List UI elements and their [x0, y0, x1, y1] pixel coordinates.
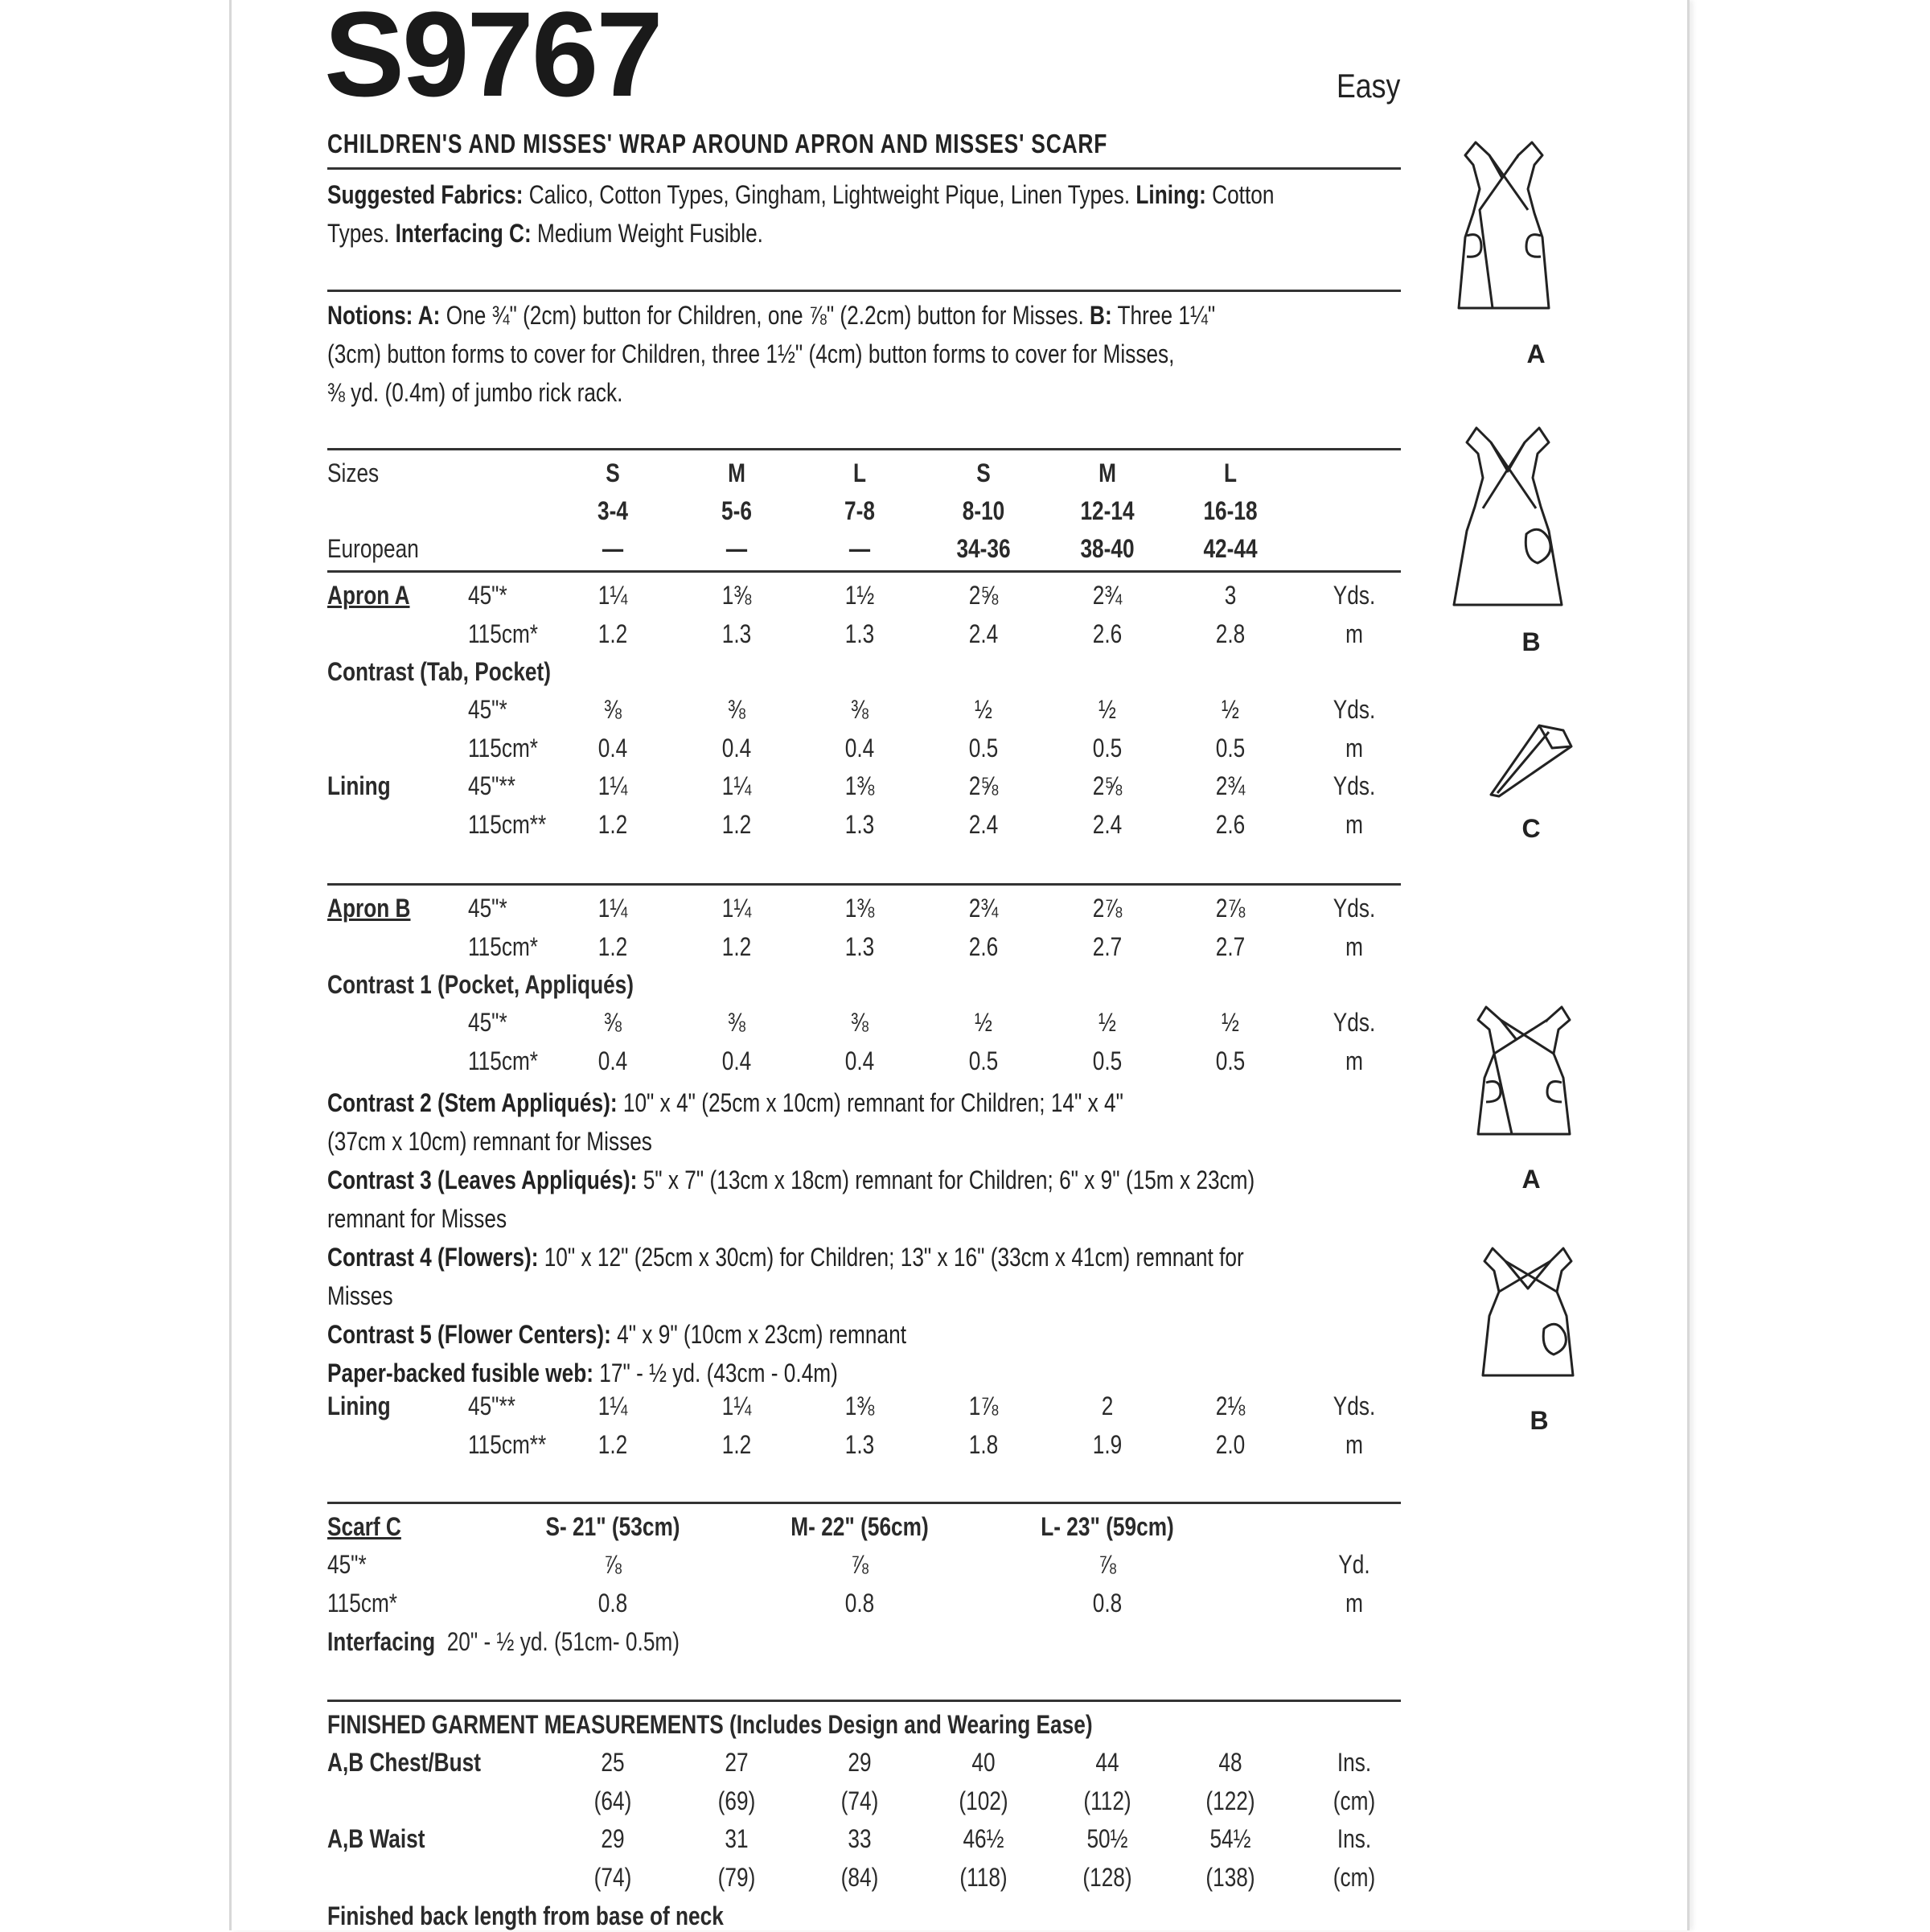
yardage-value: ⅜: [728, 1008, 745, 1037]
notions-b-label: B:: [1090, 301, 1112, 330]
scarf-size: M- 22" (56cm): [790, 1512, 929, 1541]
yardage-value: 0.4: [844, 733, 875, 763]
divider: [327, 883, 1401, 886]
fabric-width: 115cm*: [327, 1588, 398, 1618]
view-label: B: [1521, 627, 1541, 656]
fabrics-text: Calico, Cotton Types, Gingham, Lightweight Pique, Linen Types.: [528, 180, 1131, 209]
measurement-value: (74): [840, 1786, 879, 1815]
european-size: 38-40: [1080, 534, 1135, 563]
yardage-value: ½: [1098, 695, 1116, 724]
measurement-label: A,B Chest/Bust: [327, 1748, 481, 1777]
yardage-value: 1⅞: [968, 1391, 999, 1420]
fabric-width: 115cm*: [468, 619, 539, 648]
yardage-value: 0.5: [1215, 733, 1246, 763]
yardage-value: 1.2: [597, 619, 628, 648]
fabrics-label: Suggested Fabrics:: [327, 180, 524, 209]
size-range: 8-10: [962, 496, 1005, 525]
scarf-c-heading: Scarf C: [327, 1512, 401, 1541]
yardage-value: 1.2: [597, 931, 628, 961]
yardage-value: 0.5: [1215, 1046, 1246, 1075]
yardage-value: 1½: [844, 581, 875, 610]
contrast5-text: 4" x 9" (10cm x 23cm) remnant: [617, 1320, 906, 1349]
yardage-value: 2¾: [1215, 771, 1246, 801]
measurement-value: (102): [959, 1786, 1008, 1815]
apron-a-contrast-heading: Contrast (Tab, Pocket): [327, 657, 551, 686]
yardage-value: 3: [1224, 581, 1237, 610]
yardage-value: 1.2: [597, 1429, 628, 1459]
fabric-width: 45"*: [468, 894, 507, 923]
yardage-value: ⅞: [851, 1550, 868, 1579]
view-label: A: [1526, 339, 1546, 368]
yardage-value: 2.7: [1215, 931, 1246, 961]
fabric-width: 115cm**: [468, 1429, 547, 1459]
unit-label: Yd.: [1338, 1550, 1370, 1579]
fabric-width: 45"*: [468, 695, 507, 724]
yardage-value: ⅜: [604, 695, 622, 724]
yardage-value: ½: [975, 695, 992, 724]
apron-a-heading: Apron A: [327, 581, 410, 610]
fusible-text: 17" - ½ yd. (43cm - 0.4m): [599, 1359, 838, 1387]
notions-a-text: One ¾" (2cm) button for Children, one ⅞" (2.2cm) button for Misses.: [446, 301, 1084, 330]
measurement-value: 50½: [1086, 1824, 1128, 1854]
yardage-value: 0.4: [597, 733, 628, 763]
yardage-value: 0.4: [721, 733, 752, 763]
yardage-value: ⅞: [1098, 1550, 1116, 1579]
size-range: 5-6: [721, 496, 752, 525]
yardage-value: 1¼: [721, 771, 752, 801]
measurement-value: 29: [601, 1824, 625, 1854]
scarf-icon: [1483, 716, 1579, 804]
yardage-value: 2⅝: [968, 771, 999, 801]
yardage-value: 0.4: [721, 1046, 752, 1075]
measurement-value: (122): [1205, 1786, 1255, 1815]
unit-label: m: [1345, 619, 1363, 648]
contrast3-line2: remnant for Misses: [327, 1204, 507, 1233]
contrast3-label: Contrast 3 (Leaves Appliqués):: [327, 1165, 638, 1194]
european-size: —: [602, 534, 624, 563]
contrast2-label: Contrast 2 (Stem Appliqués):: [327, 1088, 618, 1117]
yardage-value: 1.2: [721, 1429, 752, 1459]
yardage-value: ½: [1222, 1008, 1239, 1037]
view-label: C: [1521, 814, 1541, 843]
interfacing-label: Interfacing C:: [395, 219, 532, 248]
measurement-value: (112): [1083, 1786, 1131, 1815]
yardage-value: 2⅛: [1215, 1391, 1246, 1420]
yardage-value: 1¼: [721, 894, 752, 923]
yardage-value: 2.6: [1215, 810, 1246, 840]
size-letter: M: [728, 458, 745, 487]
unit-label: Yds.: [1333, 771, 1376, 801]
yardage-value: 1⅜: [844, 1391, 875, 1420]
yardage-value: 1⅜: [721, 581, 752, 610]
sizes-label: Sizes: [327, 458, 380, 487]
yardage-value: ⅜: [728, 695, 745, 724]
yardage-value: 1¼: [721, 1391, 752, 1420]
measurement-value: (64): [593, 1786, 632, 1815]
yardage-value: 1⅜: [844, 894, 875, 923]
unit-label: m: [1345, 1046, 1363, 1075]
size-letter: M: [1098, 458, 1116, 487]
contrast2-text: 10" x 4" (25cm x 10cm) remnant for Children; 14" x 4": [622, 1088, 1123, 1117]
unit-label: m: [1345, 931, 1363, 961]
finished-heading-note: (Includes Design and Wearing Ease): [729, 1710, 1093, 1739]
contrast5-label: Contrast 5 (Flower Centers):: [327, 1320, 611, 1349]
yardage-value: 2.6: [968, 931, 999, 961]
suggested-fabrics: [327, 175, 1409, 253]
unit-label: m: [1345, 1429, 1363, 1459]
row-label: Lining: [327, 1391, 391, 1420]
view-label: A: [1521, 1165, 1541, 1194]
contrast4-text: 10" x 12" (25cm x 30cm) for Children; 13" x 16" (33cm x 41cm) remnant for: [544, 1243, 1244, 1272]
yardage-value: 1¼: [597, 1391, 628, 1420]
measurement-value: (118): [959, 1863, 1008, 1893]
contrast4-label: Contrast 4 (Flowers):: [327, 1243, 539, 1272]
apron-b-contrast1-heading: Contrast 1 (Pocket, Appliqués): [327, 970, 634, 999]
yardage-value: 2: [1101, 1391, 1114, 1420]
european-size: —: [848, 534, 871, 563]
yardage-value: 2¾: [1092, 581, 1123, 610]
apron-front-icon: [1448, 133, 1560, 326]
yardage-value: 1.2: [721, 810, 752, 840]
measurement-label: A,B Waist: [327, 1824, 425, 1854]
yardage-value: 1.8: [968, 1429, 999, 1459]
apron-back-icon: [1464, 997, 1584, 1142]
contrast2-line2: (37cm x 10cm) remnant for Misses: [327, 1127, 652, 1156]
yardage-value: 0.5: [1092, 1046, 1123, 1075]
yardage-value: 0.5: [1092, 733, 1123, 763]
size-range: 7-8: [844, 496, 875, 525]
fabric-width: 45"**: [468, 771, 515, 801]
yardage-value: 2.4: [1092, 810, 1123, 840]
size-range: 12-14: [1080, 496, 1135, 525]
apron-b-heading: Apron B: [327, 894, 411, 923]
size-letter: L: [1223, 458, 1238, 487]
divider: [327, 290, 1401, 292]
row-label: Lining: [327, 771, 391, 801]
european-size: 42-44: [1203, 534, 1258, 563]
european-label: European: [327, 534, 419, 563]
notions-line2: (3cm) button forms to cover for Children, three 1½" (4cm) button forms to cover for Misses,: [327, 339, 1175, 368]
divider: [327, 1700, 1401, 1702]
back-length-label: Finished back length from base of neck: [327, 1901, 724, 1930]
measurement-value: (138): [1205, 1863, 1255, 1893]
yardage-value: 0.4: [844, 1046, 875, 1075]
fabric-width: 115cm*: [468, 931, 539, 961]
scarf-interfacing: [327, 1626, 680, 1658]
scarf-size: L- 23" (59cm): [1041, 1512, 1174, 1541]
notions-b-text: Three 1¼": [1117, 301, 1216, 330]
yardage-value: 1.3: [844, 619, 875, 648]
contrast3-text: 5" x 7" (13cm x 18cm) remnant for Children; 6" x 9" (15m x 23cm): [643, 1165, 1255, 1194]
yardage-value: ½: [1222, 695, 1239, 724]
size-letter: S: [976, 458, 991, 487]
divider: [327, 570, 1401, 573]
unit-label: m: [1345, 810, 1363, 840]
divider: [327, 1502, 1401, 1504]
yardage-value: 0.8: [597, 1588, 628, 1618]
european-size: —: [725, 534, 748, 563]
measurement-value: 25: [601, 1748, 625, 1777]
measurement-value: 44: [1095, 1748, 1119, 1777]
interfacing-text: Medium Weight Fusible.: [536, 219, 763, 248]
lining-text: Cotton: [1212, 180, 1275, 209]
scarf-interfacing-label: Interfacing: [327, 1627, 436, 1656]
yardage-value: 2.4: [968, 619, 999, 648]
fabric-width: 115cm*: [468, 1046, 539, 1075]
divider: [327, 448, 1401, 450]
yardage-value: 2.4: [968, 810, 999, 840]
yardage-value: ½: [975, 1008, 992, 1037]
measurement-value: (79): [717, 1863, 756, 1893]
unit-label: Yds.: [1333, 894, 1376, 923]
divider: [327, 167, 1401, 170]
unit-label: Yds.: [1333, 1008, 1376, 1037]
yardage-value: 1.3: [844, 1429, 875, 1459]
yardage-value: ⅜: [604, 1008, 622, 1037]
size-letter: S: [606, 458, 620, 487]
size-range: 3-4: [597, 496, 628, 525]
fabric-width: 115cm**: [468, 810, 547, 840]
yardage-value: 1¼: [597, 894, 628, 923]
yardage-value: 1.2: [721, 931, 752, 961]
fabric-width: 115cm*: [468, 733, 539, 763]
lining-label: Lining:: [1135, 180, 1206, 209]
finished-heading: FINISHED GARMENT MEASUREMENTS: [327, 1710, 724, 1739]
notions: [327, 296, 1409, 412]
yardage-value: 1¼: [597, 581, 628, 610]
yardage-value: 0.4: [597, 1046, 628, 1075]
measurement-value: 48: [1218, 1748, 1242, 1777]
european-size: 34-36: [956, 534, 1011, 563]
yardage-value: 0.8: [1092, 1588, 1123, 1618]
fabric-width: 45"*: [468, 1008, 507, 1037]
measurement-value: (69): [717, 1786, 756, 1815]
unit-label: (cm): [1333, 1863, 1376, 1893]
yardage-value: 1⅜: [844, 771, 875, 801]
yardage-value: 1¼: [597, 771, 628, 801]
measurement-value: (74): [593, 1863, 632, 1893]
measurement-value: 29: [848, 1748, 872, 1777]
yardage-value: 1.3: [844, 931, 875, 961]
unit-label: Ins.: [1337, 1824, 1372, 1854]
yardage-value: ⅞: [604, 1550, 622, 1579]
yardage-value: ⅜: [851, 1008, 868, 1037]
size-range: 16-18: [1203, 496, 1258, 525]
unit-label: (cm): [1333, 1786, 1376, 1815]
yardage-value: 1.2: [597, 810, 628, 840]
unit-label: m: [1345, 1588, 1363, 1618]
yardage-value: ⅜: [851, 695, 868, 724]
yardage-value: 0.5: [968, 1046, 999, 1075]
apron-back-icon: [1472, 1239, 1584, 1383]
size-letter: L: [852, 458, 867, 487]
pattern-number: S9767: [324, 0, 661, 121]
pattern-title: CHILDREN'S AND MISSES' WRAP AROUND APRON AND MISSES' SCARF: [327, 129, 1108, 158]
unit-label: Yds.: [1333, 581, 1376, 610]
yardage-value: 2⅝: [968, 581, 999, 610]
yardage-value: 2⅞: [1092, 894, 1123, 923]
yardage-value: 0.5: [968, 733, 999, 763]
scarf-size: S- 21" (53cm): [545, 1512, 680, 1541]
yardage-value: 2¾: [968, 894, 999, 923]
fusible-label: Paper-backed fusible web:: [327, 1359, 594, 1387]
fabric-width: 45"**: [468, 1391, 515, 1420]
fabric-width: 45"*: [468, 581, 507, 610]
notions-line3: ⅜ yd. (0.4m) of jumbo rick rack.: [327, 378, 623, 407]
yardage-value: 0.8: [844, 1588, 875, 1618]
measurement-value: (84): [840, 1863, 879, 1893]
yardage-value: 2⅞: [1215, 894, 1246, 923]
fabric-width: 45"*: [327, 1550, 367, 1579]
yardage-value: ½: [1098, 1008, 1116, 1037]
apron-b-contrasts: [327, 1083, 1409, 1392]
measurement-value: (128): [1082, 1863, 1132, 1893]
apron-front-icon: [1448, 418, 1568, 611]
yardage-value: 2.7: [1092, 931, 1123, 961]
yardage-value: 1.9: [1092, 1429, 1123, 1459]
measurement-value: 27: [725, 1748, 749, 1777]
unit-label: Yds.: [1333, 695, 1376, 724]
difficulty-label: Easy: [1337, 67, 1401, 105]
yardage-value: 1.3: [844, 810, 875, 840]
unit-label: Ins.: [1337, 1748, 1372, 1777]
notions-a-label: Notions: A:: [327, 301, 441, 330]
finished-heading-line: [327, 1708, 1093, 1741]
measurement-value: 40: [971, 1748, 996, 1777]
yardage-value: 2⅝: [1092, 771, 1123, 801]
view-label: B: [1530, 1406, 1549, 1435]
measurement-value: 33: [848, 1824, 872, 1854]
yardage-value: 2.6: [1092, 619, 1123, 648]
lining-text-cont: Types.: [327, 219, 390, 248]
unit-label: m: [1345, 733, 1363, 763]
measurement-value: 54½: [1209, 1824, 1251, 1854]
scarf-interfacing-text: 20" - ½ yd. (51cm- 0.5m): [446, 1627, 680, 1656]
measurement-value: 46½: [963, 1824, 1004, 1854]
measurement-value: 31: [725, 1824, 749, 1854]
yardage-value: 2.0: [1215, 1429, 1246, 1459]
yardage-value: 2.8: [1215, 619, 1246, 648]
unit-label: Yds.: [1333, 1391, 1376, 1420]
contrast4-line2: Misses: [327, 1281, 393, 1310]
yardage-value: 1.3: [721, 619, 752, 648]
